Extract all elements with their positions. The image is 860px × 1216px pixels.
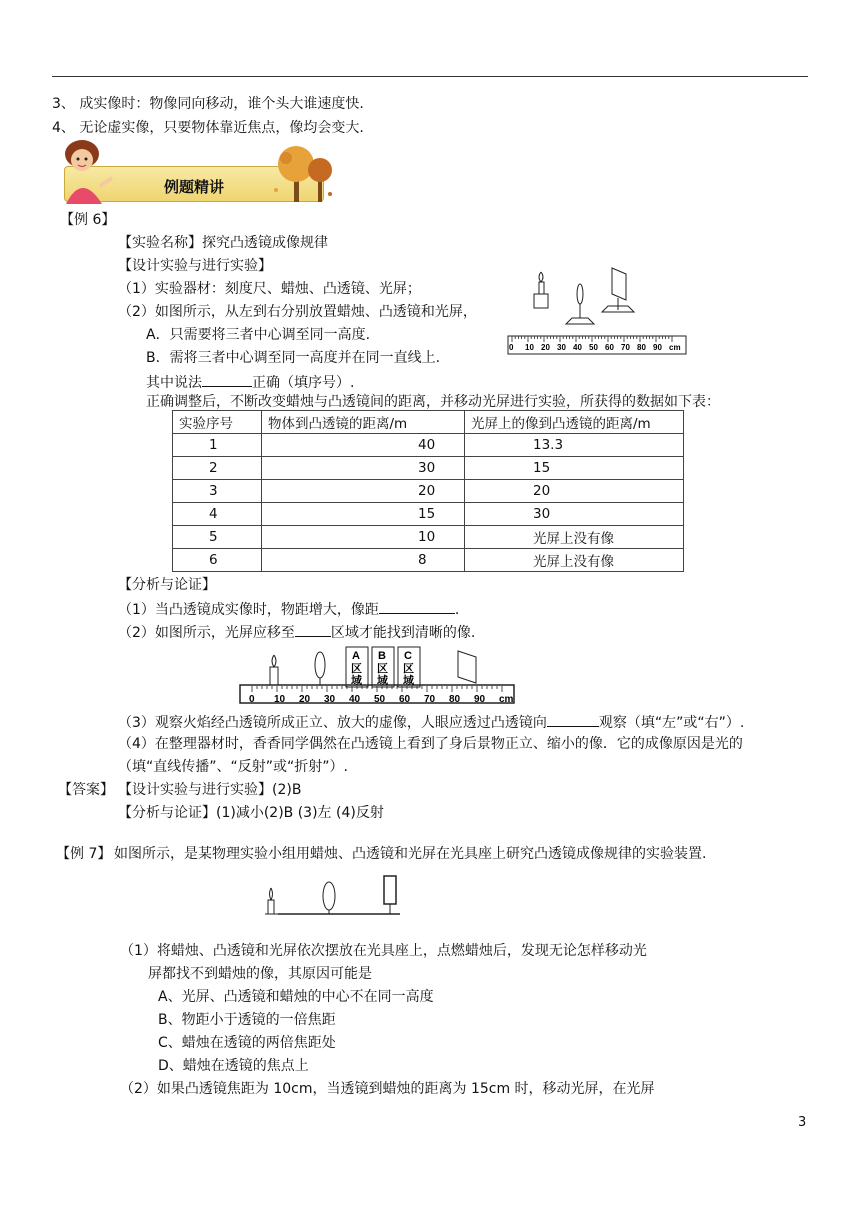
option-b: B．需将三者中心调至同一高度并在同一直线上. <box>146 350 441 366</box>
table-row <box>173 503 684 526</box>
table-cell: 30 <box>465 503 684 526</box>
fill-post: 正确（填序号）. <box>252 375 355 391</box>
analysis-heading: 【分析与论证】 <box>118 577 216 593</box>
answer-blank-4 <box>547 714 599 727</box>
region-a-char2: 域 <box>351 675 362 687</box>
table-cell: 40 <box>262 434 465 457</box>
ruler-label: 60 <box>399 694 411 705</box>
table-row <box>173 457 684 480</box>
table-row <box>173 434 684 457</box>
question-1-line-1: （1）将蜡烛、凸透镜和光屏依次摆放在光具座上，点燃蜡烛后，发现无论怎样移动光 <box>120 943 647 959</box>
fill-question <box>146 374 354 390</box>
ruler-label: 40 <box>573 343 582 352</box>
ruler-label: 90 <box>653 343 662 352</box>
ruler-label: 50 <box>374 694 386 705</box>
region-c-char2: 域 <box>403 675 414 687</box>
region-b-letter: B <box>378 650 386 662</box>
option-b-7: B、物距小于透镜的一倍焦距 <box>158 1012 336 1028</box>
table-intro: 正确调整后，不断改变蜡烛与凸透镜间的距离，并移动光屏进行实验，所获得的数据如下表： <box>146 394 720 410</box>
analysis-3 <box>118 714 744 730</box>
ruler-label: 70 <box>621 343 630 352</box>
table-row <box>173 549 684 572</box>
table-cell: 20 <box>262 480 465 503</box>
example-7-label: 【例 7】 <box>56 846 112 862</box>
table-header: 光屏上的像到凸透镜的距离/m <box>465 411 684 434</box>
step-2: （2）如图所示，从左到右分别放置蜡烛、凸透镜和光屏， <box>118 304 477 320</box>
ruler-label: 0 <box>509 343 514 352</box>
region-b-char2: 域 <box>377 675 388 687</box>
ruler-label: 60 <box>605 343 614 352</box>
table-cell: 4 <box>173 503 262 526</box>
experiment-name: 【实验名称】探究凸透镜成像规律 <box>118 235 328 251</box>
design-heading: 【设计实验与进行实验】 <box>118 258 272 274</box>
table-cell: 8 <box>262 549 465 572</box>
analysis-3-post: 观察（填“左”或“右”）. <box>598 715 745 731</box>
ruler-label: 30 <box>324 694 336 705</box>
ruler-1-labels <box>509 343 681 352</box>
ruler-1-ticks <box>512 336 672 342</box>
region-c <box>403 650 415 687</box>
ruler-label: cm <box>499 694 514 705</box>
table-cell: 10 <box>262 526 465 549</box>
analysis-4-line-1: （4）在整理器材时，香香同学偶然在凸透镜上看到了身后景物正立、缩小的像．它的成像原因是光的 <box>118 736 743 752</box>
answer-line-1: 【设计实验与进行实验】(2)B <box>118 782 302 798</box>
ruler-label: 10 <box>274 694 286 705</box>
table-cell: 6 <box>173 549 262 572</box>
table-cell: 15 <box>262 503 465 526</box>
ruler-label: 30 <box>557 343 566 352</box>
header-rule <box>52 76 808 77</box>
data-table <box>172 410 684 572</box>
fill-pre: 其中说法 <box>146 375 202 391</box>
table-cell: 2 <box>173 457 262 480</box>
ruler-label: 70 <box>424 694 436 705</box>
table-header-row <box>173 411 684 434</box>
option-a-7: A、光屏、凸透镜和蜡烛的中心不在同一高度 <box>158 989 434 1005</box>
table-row <box>173 480 684 503</box>
example-7-intro: 如图所示，是某物理实验小组用蜡烛、凸透镜和光屏在光具座上研究凸透镜成像规律的实验装置. <box>114 846 707 862</box>
table-cell: 光屏上没有像 <box>465 549 684 572</box>
analysis-2-pre: （2）如图所示，光屏应移至 <box>118 625 295 641</box>
banner-title: 例题精讲 <box>164 178 225 196</box>
table-cell: 5 <box>173 526 262 549</box>
option-a: A．只需要将三者中心调至同一高度. <box>146 327 371 343</box>
ruler-label: 80 <box>637 343 646 352</box>
analysis-1-post: . <box>454 602 460 618</box>
answer-blank-2 <box>379 601 455 614</box>
ruler-label: 20 <box>299 694 311 705</box>
region-a <box>351 650 363 687</box>
answer-blank-1 <box>202 374 252 387</box>
table-cell: 30 <box>262 457 465 480</box>
ruler-1 <box>509 336 681 352</box>
question-1-line-2: 屏都找不到蜡烛的像，其原因可能是 <box>148 966 372 982</box>
answer-label: 【答案】 <box>58 782 114 798</box>
ruler-2-ticks <box>252 686 502 692</box>
ruler-label: 40 <box>349 694 361 705</box>
option-c-7: C、蜡烛在透镜的两倍焦距处 <box>158 1035 336 1051</box>
table-cell: 1 <box>173 434 262 457</box>
analysis-1 <box>118 601 459 617</box>
ruler-label: 50 <box>589 343 598 352</box>
table-row <box>173 526 684 549</box>
optical-bench-figure-1 <box>504 264 688 360</box>
question-2: （2）如果凸透镜焦距为 10cm，当透镜到蜡烛的距离为 15cm 时，移动光屏，在光屏 <box>120 1081 655 1097</box>
table-cell: 13.3 <box>465 434 684 457</box>
ruler-label: 80 <box>449 694 461 705</box>
region-b-char1: 区 <box>377 663 388 675</box>
step-1: （1）实验器材：刻度尺、蜡烛、凸透镜、光屏； <box>118 281 421 297</box>
ruler-label: 10 <box>525 343 534 352</box>
table-cell: 3 <box>173 480 262 503</box>
answer-blank-3 <box>295 624 331 637</box>
analysis-4-line-2: （填“直线传播”、“反射”或“折射”）. <box>118 759 348 775</box>
teacher-illustration <box>52 136 122 206</box>
region-c-char1: 区 <box>403 663 414 675</box>
region-b <box>377 650 389 687</box>
analysis-2 <box>118 624 475 640</box>
summary-item-4: 4、 无论虚实像，只要物体靠近焦点，像均会变大. <box>52 120 364 136</box>
optical-bench-figure-2 <box>238 645 518 707</box>
ruler-2 <box>249 686 514 705</box>
optical-bench-figure-3 <box>262 874 408 918</box>
ruler-label: 0 <box>249 694 255 705</box>
summary-item-3: 3、 成实像时：物像同向移动，谁个头大谁速度快. <box>52 96 364 112</box>
table-cell: 光屏上没有像 <box>465 526 684 549</box>
region-a-letter: A <box>352 650 360 662</box>
ruler-label: 90 <box>474 694 486 705</box>
table-cell: 20 <box>465 480 684 503</box>
tree-illustration <box>264 140 336 204</box>
option-d-7: D、蜡烛在透镜的焦点上 <box>158 1058 309 1074</box>
analysis-2-post: 区域才能找到清晰的像. <box>330 625 476 641</box>
page-number: 3 <box>798 1115 807 1130</box>
region-a-char1: 区 <box>351 663 362 675</box>
analysis-3-pre: （3）观察火焰经凸透镜所成正立、放大的虚像，人眼应透过凸透镜向 <box>118 715 547 731</box>
ruler-label: cm <box>669 343 681 352</box>
table-header: 物体到凸透镜的距离/m <box>262 411 465 434</box>
table-header: 实验序号 <box>173 411 262 434</box>
section-banner <box>52 136 337 206</box>
table-cell: 15 <box>465 457 684 480</box>
region-c-letter: C <box>404 650 412 662</box>
analysis-1-pre: （1）当凸透镜成实像时，物距增大，像距 <box>118 602 379 618</box>
answer-line-2: 【分析与论证】(1)减小(2)B (3)左 (4)反射 <box>118 805 384 821</box>
example-6-label: 【例 6】 <box>60 212 116 228</box>
ruler-label: 20 <box>541 343 550 352</box>
